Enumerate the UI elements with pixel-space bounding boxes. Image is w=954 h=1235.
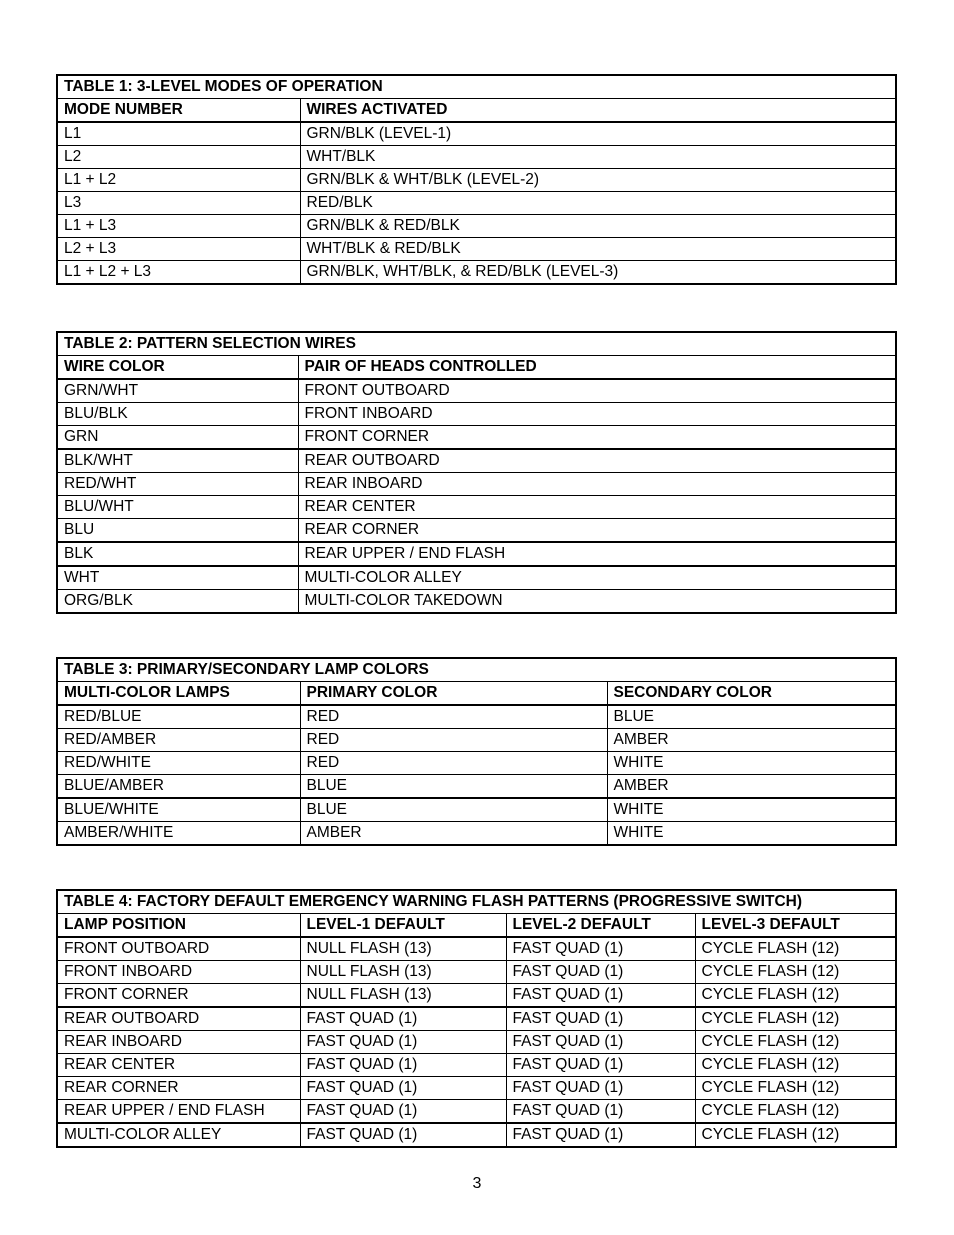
table-cell: CYCLE FLASH (12): [695, 1007, 896, 1031]
table-cell: REAR CENTER: [57, 1054, 300, 1077]
table-cell: FRONT INBOARD: [298, 403, 896, 426]
table-cell: CYCLE FLASH (12): [695, 984, 896, 1008]
table-cell: AMBER: [300, 822, 607, 846]
table-row: [57, 519, 896, 543]
table-cell: RED/WHT: [57, 473, 298, 496]
table-row: [57, 1123, 896, 1147]
table-cell: FRONT OUTBOARD: [57, 937, 300, 961]
column-header: WIRE COLOR: [57, 356, 298, 380]
table-cell: REAR CORNER: [298, 519, 896, 543]
table-cell: RED/WHITE: [57, 752, 300, 775]
table-row: [57, 775, 896, 799]
table-cell: FAST QUAD (1): [506, 1100, 695, 1124]
table-row: [57, 403, 896, 426]
table-cell: WHT: [57, 566, 298, 590]
table-cell: MULTI-COLOR TAKEDOWN: [298, 590, 896, 614]
column-header: PAIR OF HEADS CONTROLLED: [298, 356, 896, 380]
table-cell: RED/BLUE: [57, 705, 300, 729]
table-cell: FAST QUAD (1): [506, 984, 695, 1008]
table-row: [57, 542, 896, 566]
table-header-row: [57, 356, 896, 380]
table-cell: BLU/BLK: [57, 403, 298, 426]
column-header: SECONDARY COLOR: [607, 682, 896, 706]
table-cell: FAST QUAD (1): [300, 1123, 506, 1147]
table-cell: L2: [57, 146, 300, 169]
table-cell: FAST QUAD (1): [300, 1100, 506, 1124]
table-cell: GRN/BLK, WHT/BLK, & RED/BLK (LEVEL-3): [300, 261, 896, 285]
table-cell: FAST QUAD (1): [300, 1054, 506, 1077]
table-cell: GRN/BLK & WHT/BLK (LEVEL-2): [300, 169, 896, 192]
table-row: [57, 961, 896, 984]
table-cell: REAR INBOARD: [298, 473, 896, 496]
table-cell: CYCLE FLASH (12): [695, 1031, 896, 1054]
table-row: [57, 937, 896, 961]
table-cell: FAST QUAD (1): [300, 1007, 506, 1031]
table-row: [57, 238, 896, 261]
table-title-row: [57, 332, 896, 356]
table-cell: CYCLE FLASH (12): [695, 1054, 896, 1077]
table-cell: FAST QUAD (1): [506, 937, 695, 961]
table-cell: FAST QUAD (1): [506, 1077, 695, 1100]
table-cell: GRN/BLK & RED/BLK: [300, 215, 896, 238]
table-title-row: [57, 75, 896, 99]
table-cell: MULTI-COLOR ALLEY: [298, 566, 896, 590]
table-cell: BLUE: [607, 705, 896, 729]
table-cell: CYCLE FLASH (12): [695, 1123, 896, 1147]
table-cell: WHT/BLK: [300, 146, 896, 169]
table-cell: MULTI-COLOR ALLEY: [57, 1123, 300, 1147]
table-cell: REAR OUTBOARD: [57, 1007, 300, 1031]
table-row: [57, 426, 896, 450]
table-cell: BLK/WHT: [57, 449, 298, 473]
table-cell: FAST QUAD (1): [506, 1031, 695, 1054]
table-cell: FAST QUAD (1): [506, 961, 695, 984]
table-cell: BLUE: [300, 775, 607, 799]
column-header: LEVEL-2 DEFAULT: [506, 914, 695, 938]
column-header: LEVEL-1 DEFAULT: [300, 914, 506, 938]
table-row: [57, 1054, 896, 1077]
table-cell: FRONT OUTBOARD: [298, 379, 896, 403]
table-title: TABLE 4: FACTORY DEFAULT EMERGENCY WARNING FLASH PATTERNS (PROGRESSIVE SWITCH): [57, 890, 896, 914]
table-cell: REAR UPPER / END FLASH: [298, 542, 896, 566]
column-header: LAMP POSITION: [57, 914, 300, 938]
table-cell: RED/BLK: [300, 192, 896, 215]
table-row: [57, 984, 896, 1008]
table-cell: WHITE: [607, 822, 896, 846]
table-cell: L3: [57, 192, 300, 215]
table-cell: WHT/BLK & RED/BLK: [300, 238, 896, 261]
table-cell: BLUE/AMBER: [57, 775, 300, 799]
column-header: LEVEL-3 DEFAULT: [695, 914, 896, 938]
table-row: [57, 1100, 896, 1124]
table-row: [57, 566, 896, 590]
table-row: [57, 261, 896, 285]
table-cell: L1 + L2: [57, 169, 300, 192]
table-cell: NULL FLASH (13): [300, 937, 506, 961]
table-cell: BLU/WHT: [57, 496, 298, 519]
table-cell: AMBER/WHITE: [57, 822, 300, 846]
table-title: TABLE 3: PRIMARY/SECONDARY LAMP COLORS: [57, 658, 896, 682]
table-row: [57, 215, 896, 238]
column-header: MULTI-COLOR LAMPS: [57, 682, 300, 706]
table-cell: BLUE/WHITE: [57, 798, 300, 822]
table-cell: FAST QUAD (1): [506, 1123, 695, 1147]
table-row: [57, 192, 896, 215]
table-cell: FRONT CORNER: [57, 984, 300, 1008]
table-row: [57, 1031, 896, 1054]
table-title-row: [57, 890, 896, 914]
table-cell: L1 + L3: [57, 215, 300, 238]
table-row: [57, 729, 896, 752]
table-cell: REAR CORNER: [57, 1077, 300, 1100]
table-cell: FAST QUAD (1): [300, 1077, 506, 1100]
column-header: PRIMARY COLOR: [300, 682, 607, 706]
table-row: [57, 798, 896, 822]
table-cell: RED: [300, 729, 607, 752]
table-cell: NULL FLASH (13): [300, 984, 506, 1008]
page-number: 3: [472, 1175, 482, 1192]
table-cell: FRONT CORNER: [298, 426, 896, 450]
column-header: MODE NUMBER: [57, 99, 300, 123]
table-row: [57, 705, 896, 729]
table-cell: RED: [300, 752, 607, 775]
table-cell: REAR OUTBOARD: [298, 449, 896, 473]
table-cell: FAST QUAD (1): [300, 1031, 506, 1054]
table-cell: WHITE: [607, 752, 896, 775]
table-cell: BLUE: [300, 798, 607, 822]
table-cell: GRN/WHT: [57, 379, 298, 403]
table-row: [57, 1077, 896, 1100]
table-row: [57, 473, 896, 496]
table-cell: GRN/BLK (LEVEL-1): [300, 122, 896, 146]
table-row: [57, 590, 896, 614]
table-row: [57, 169, 896, 192]
table-title: TABLE 1: 3-LEVEL MODES OF OPERATION: [57, 75, 896, 99]
table-row: [57, 146, 896, 169]
table-cell: BLU: [57, 519, 298, 543]
table-title: TABLE 2: PATTERN SELECTION WIRES: [57, 332, 896, 356]
table-pattern-selection-wires: [56, 331, 897, 614]
table-cell: CYCLE FLASH (12): [695, 1077, 896, 1100]
table-flash-patterns: [56, 889, 897, 1148]
table-header-row: [57, 914, 896, 938]
table-row: [57, 496, 896, 519]
table-cell: CYCLE FLASH (12): [695, 1100, 896, 1124]
table-cell: L2 + L3: [57, 238, 300, 261]
table-lamp-colors: [56, 657, 897, 846]
column-header: WIRES ACTIVATED: [300, 99, 896, 123]
table-cell: FAST QUAD (1): [506, 1054, 695, 1077]
table-cell: FRONT INBOARD: [57, 961, 300, 984]
table-row: [57, 752, 896, 775]
table-row: [57, 449, 896, 473]
table-cell: AMBER: [607, 729, 896, 752]
table-cell: RED: [300, 705, 607, 729]
table-cell: L1 + L2 + L3: [57, 261, 300, 285]
table-cell: CYCLE FLASH (12): [695, 961, 896, 984]
table-cell: CYCLE FLASH (12): [695, 937, 896, 961]
table-cell: L1: [57, 122, 300, 146]
table-row: [57, 822, 896, 846]
table-modes-of-operation: [56, 74, 897, 285]
table-row: [57, 122, 896, 146]
table-header-row: [57, 99, 896, 123]
table-cell: NULL FLASH (13): [300, 961, 506, 984]
table-header-row: [57, 682, 896, 706]
table-cell: GRN: [57, 426, 298, 450]
table-cell: AMBER: [607, 775, 896, 799]
table-cell: ORG/BLK: [57, 590, 298, 614]
table-cell: REAR UPPER / END FLASH: [57, 1100, 300, 1124]
table-row: [57, 1007, 896, 1031]
table-cell: WHITE: [607, 798, 896, 822]
table-title-row: [57, 658, 896, 682]
table-cell: FAST QUAD (1): [506, 1007, 695, 1031]
table-cell: BLK: [57, 542, 298, 566]
table-cell: REAR INBOARD: [57, 1031, 300, 1054]
table-cell: REAR CENTER: [298, 496, 896, 519]
table-cell: RED/AMBER: [57, 729, 300, 752]
table-row: [57, 379, 896, 403]
